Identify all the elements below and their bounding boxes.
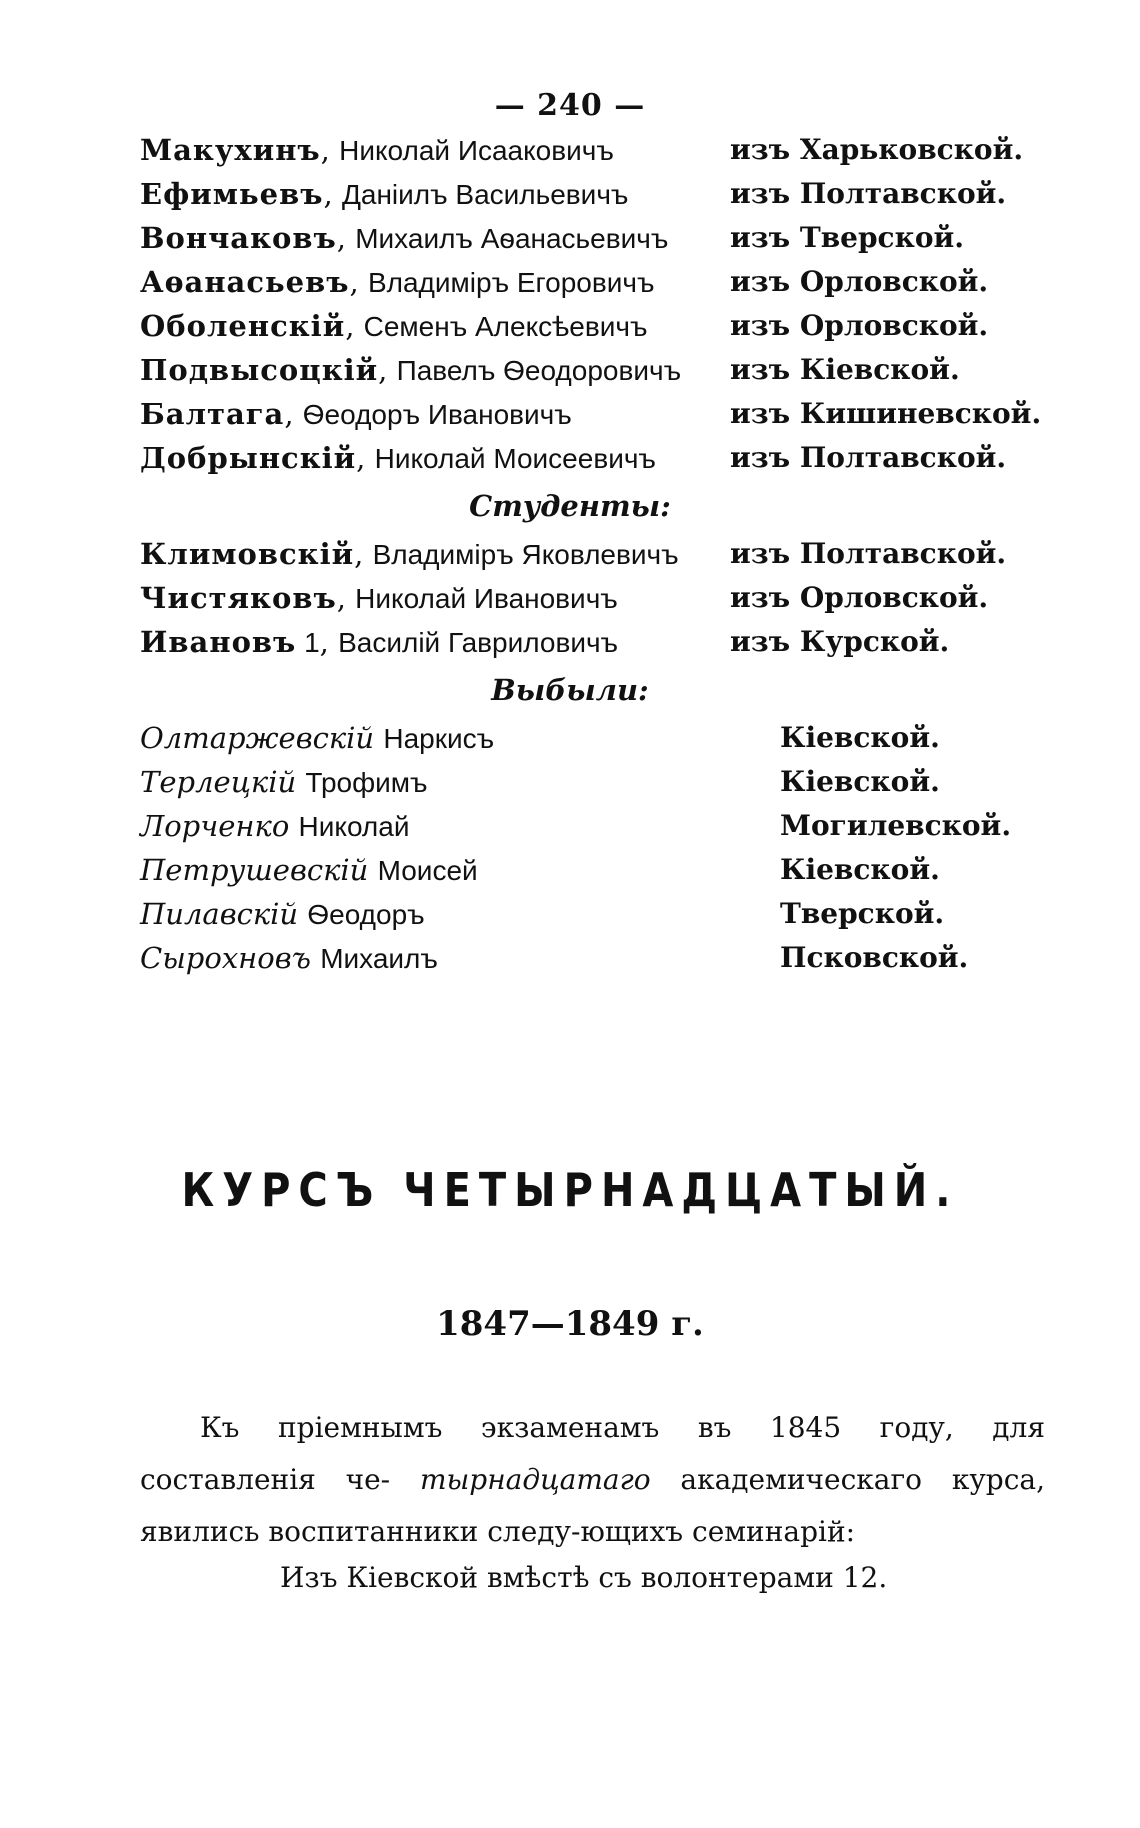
given-name: Данiилъ Васильевичъ (341, 179, 629, 210)
surname: Ефимьевъ (140, 177, 324, 211)
given-name: Павелъ Ѳеодоровичъ (396, 355, 682, 386)
surname: Балтага (140, 397, 285, 431)
origin: изъ Харьковской. (730, 133, 1024, 166)
origin: Тверской. (780, 897, 945, 930)
list-item: Климовскiй, Владимiръ Яковлевичъ изъ Полтавской. (140, 534, 1010, 574)
given-name: Моисей (377, 855, 478, 886)
given-name: Владимiръ Егоровичъ (367, 267, 655, 298)
origin: изъ Полтавской. (730, 537, 1007, 570)
list-item: Ефимьевъ, Данiилъ Васильевичъ изъ Полтавской. (140, 174, 1010, 214)
list-item (140, 850, 1010, 890)
list-item: Балтага, Ѳеодоръ Ивановичъ изъ Кишиневской. (140, 394, 1010, 434)
page-number: — 240 — (494, 88, 646, 123)
list-item: Вончаковъ, Михаилъ Аѳанасьевичъ изъ Тверской. (140, 218, 1010, 258)
origin: Могилевской. (780, 809, 1012, 842)
origin: Кiевской. (780, 853, 940, 886)
list-item (140, 718, 1010, 758)
list-item: Макухинъ, Николай Исааковичъ изъ Харьковской. (140, 130, 1010, 170)
list-item: Чистяковъ, Николай Ивановичъ изъ Орловской. (140, 578, 1010, 618)
given-name: Трофимъ (305, 767, 428, 798)
origin: изъ Орловской. (730, 309, 989, 342)
origin: изъ Кишиневской. (730, 397, 1042, 430)
surname: Вончаковъ (140, 221, 337, 255)
list-item (140, 938, 1010, 978)
course-years: 1847—1849 г. (436, 1304, 704, 1344)
surname: Аѳанасьевъ (140, 265, 350, 299)
surname-suffix: 1 (296, 627, 320, 658)
given-name: Николай Моисеевичъ (374, 443, 656, 474)
list-item: Ивановъ 1, Василiй Гавриловичъ изъ Курской. (140, 622, 1010, 662)
list-item (140, 894, 1010, 934)
given-name: Николай Ивановичъ (355, 583, 618, 614)
origin: Псковской. (780, 941, 969, 974)
surname: Оболенскiй (140, 309, 346, 343)
surname: Терлецкiй (140, 765, 297, 799)
given-name: Владимiръ Яковлевичъ (372, 539, 679, 570)
intro-paragraph (140, 1402, 1045, 1558)
list-item (140, 762, 1010, 802)
surname: Добрынскiй (140, 441, 357, 475)
surname: Пилавскiй (140, 897, 299, 931)
paragraph-part-3: академическаго курса, явились воспитанники следу-ющихъ семинарiй: (140, 1463, 1045, 1548)
origin: изъ Орловской. (730, 581, 989, 614)
list-item: Аѳанасьевъ, Владимiръ Егоровичъ изъ Орловской. (140, 262, 1010, 302)
list-item: Подвысоцкiй, Павелъ Ѳеодоровичъ изъ Кiевской. (140, 350, 1010, 390)
given-name: Ѳеодоръ (307, 899, 425, 930)
given-name: Ѳеодоръ Ивановичъ (302, 399, 572, 430)
surname: Климовскiй (140, 537, 355, 571)
given-name: Николай (298, 811, 410, 842)
surname: Петрушевскiй (140, 853, 369, 887)
students-heading: Студенты: (469, 489, 671, 523)
course-title: КУРСЪ ЧЕТЫРНАДЦАТЫЙ. (181, 1164, 959, 1218)
origin: изъ Тверской. (730, 221, 965, 254)
surname: Подвысоцкiй (140, 353, 379, 387)
given-name: Николай Исааковичъ (339, 135, 614, 166)
surname: Олтаржевскiй (140, 721, 375, 755)
list-item (140, 806, 1010, 846)
surname: Сырохновъ (140, 941, 311, 975)
origin: изъ Орловской. (730, 265, 989, 298)
paragraph-part-1: Къ прiемнымъ экзаменамъ въ 1845 году, для составленiя че- (140, 1411, 1045, 1496)
origin: изъ Полтавской. (730, 177, 1007, 210)
given-name: Василiй Гавриловичъ (338, 627, 619, 658)
surname: Ивановъ (140, 625, 297, 659)
origin: Кiевской. (780, 721, 940, 754)
origin: изъ Кiевской. (730, 353, 960, 386)
given-name: Михаилъ (320, 943, 438, 974)
surname: Чистяковъ (140, 581, 337, 615)
list-item: Добрынскiй, Николай Моисеевичъ изъ Полтавской. (140, 438, 1010, 478)
list-item: Оболенскiй, Семенъ Алексѣевичъ изъ Орловской. (140, 306, 1010, 346)
dropped-heading: Выбыли: (491, 673, 649, 707)
surname: Макухинъ (140, 133, 321, 167)
origin: Кiевской. (780, 765, 940, 798)
surname: Лорченко (140, 809, 290, 843)
paragraph-part-2: тырнадцатаго (419, 1463, 651, 1496)
given-name: Наркисъ (383, 723, 495, 754)
origin: изъ Курской. (730, 625, 950, 658)
given-name: Михаилъ Аѳанасьевичъ (355, 223, 669, 254)
given-name: Семенъ Алексѣевичъ (363, 311, 648, 342)
origin: изъ Полтавской. (730, 441, 1007, 474)
paragraph-last-line: Изъ Кiевской вмѣстѣ съ волонтерами 12. (280, 1561, 888, 1594)
